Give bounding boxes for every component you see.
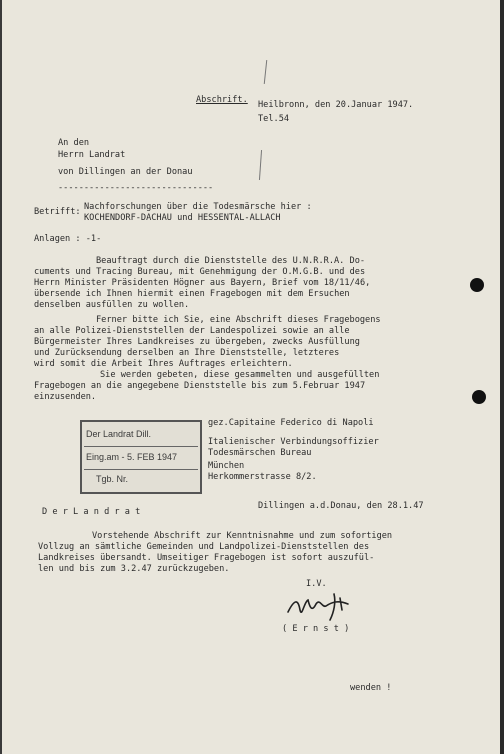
body-line: Sie werden gebeten, diese gesammelten und ausgefüllten — [100, 370, 380, 380]
punch-hole-bottom — [472, 390, 486, 404]
place-date: Heilbronn, den 20.Januar 1947. — [258, 100, 414, 110]
telephone: Tel.54 — [258, 114, 290, 124]
body-line: Herrn Minister Präsidenten Högner aus Bayern, Brief vom 18/11/46, — [34, 278, 371, 288]
address-line: von Dillingen an der Donau — [58, 167, 193, 177]
body-line: Fragebogen an die angegebene Dienststelle bis zum 5.Februar 1947 — [34, 381, 366, 391]
subject-label: Betrifft: — [34, 207, 81, 217]
signature-line: Todesmärschen Bureau — [208, 448, 312, 458]
landrat-text-line: len und bis zum 3.2.47 zurückzugeben. — [38, 564, 230, 574]
body-line: cuments und Tracing Bureau, mit Genehmigung der O.M.G.B. und des — [34, 267, 366, 277]
body-line: übersende ich Ihnen hiermit einen Fragebogen mit dem Ersuchen — [34, 289, 350, 299]
landrat-text-line: Vollzug an sämtliche Gemeinden und Landpolizei-Dienststellen des — [38, 542, 370, 552]
iv-mark: I.V. — [306, 579, 327, 589]
body-line: Bürgermeister Ihres Landkreises zu übergeben, zwecks Ausfüllung — [34, 337, 360, 347]
body-line: Beauftragt durch die Dienststelle des U.N.R.R.A. Do- — [96, 256, 366, 266]
stamp-divider — [84, 469, 198, 470]
stamp-received-date: Eing.am - 5. FEB 1947 — [86, 452, 178, 462]
signer-name: ( E r n s t ) — [282, 624, 350, 634]
left-edge — [0, 0, 2, 754]
stamp-journal-number: Tgb. Nr. — [96, 474, 129, 484]
address-line: An den — [58, 138, 90, 148]
punch-hole-top — [470, 278, 484, 292]
address-rule: ------------------------------ — [58, 183, 214, 193]
receipt-stamp — [80, 420, 202, 494]
address-line: Herrn Landrat — [58, 150, 126, 160]
signature-line: Italienischer Verbindungsoffizier — [208, 437, 379, 447]
subject-line: Nachforschungen über die Todesmärsche hier : — [84, 202, 312, 212]
handwritten-signature — [286, 590, 356, 622]
body-line: und Zurücksendung derselben an Ihre Dienststelle, letzteres — [34, 348, 340, 358]
landrat-text-line: Landkreises übersandt. Umseitiger Fragebogen ist sofort auszufül- — [38, 553, 375, 563]
landrat-place-date: Dillingen a.d.Donau, den 28.1.47 — [258, 501, 424, 511]
body-line: Ferner bitte ich Sie, eine Abschrift dieses Fragebogens — [96, 315, 381, 325]
abschrift-heading: Abschrift. — [196, 95, 248, 105]
signature-line: Herkommerstrasse 8/2. — [208, 472, 317, 482]
signature-line: gez.Capitaine Federico di Napoli — [208, 418, 374, 428]
signature-line: München — [208, 461, 245, 471]
body-line: einzusenden. — [34, 392, 97, 402]
body-line: an alle Polizei-Dienststellen der Landespolizei sowie an alle — [34, 326, 350, 336]
subject-line: KOCHENDORF-DACHAU und HESSENTAL-ALLACH — [84, 213, 281, 223]
attachments: Anlagen : -1- — [34, 234, 102, 244]
pencil-mark — [264, 60, 268, 84]
landrat-label: D e r L a n d r a t — [42, 507, 141, 517]
body-line: denselben ausfüllen zu wollen. — [34, 300, 190, 310]
stamp-divider — [84, 446, 198, 447]
stamp-title: Der Landrat Dill. — [86, 429, 152, 439]
turn-over-note: wenden ! — [350, 683, 392, 693]
landrat-text-line: Vorstehende Abschrift zur Kenntnisnahme und zum sofortigen — [92, 531, 393, 541]
body-line: wird somit die Arbeit Ihres Auftrages erleichtern. — [34, 359, 293, 369]
right-edge — [500, 0, 504, 754]
pencil-mark — [259, 150, 262, 180]
